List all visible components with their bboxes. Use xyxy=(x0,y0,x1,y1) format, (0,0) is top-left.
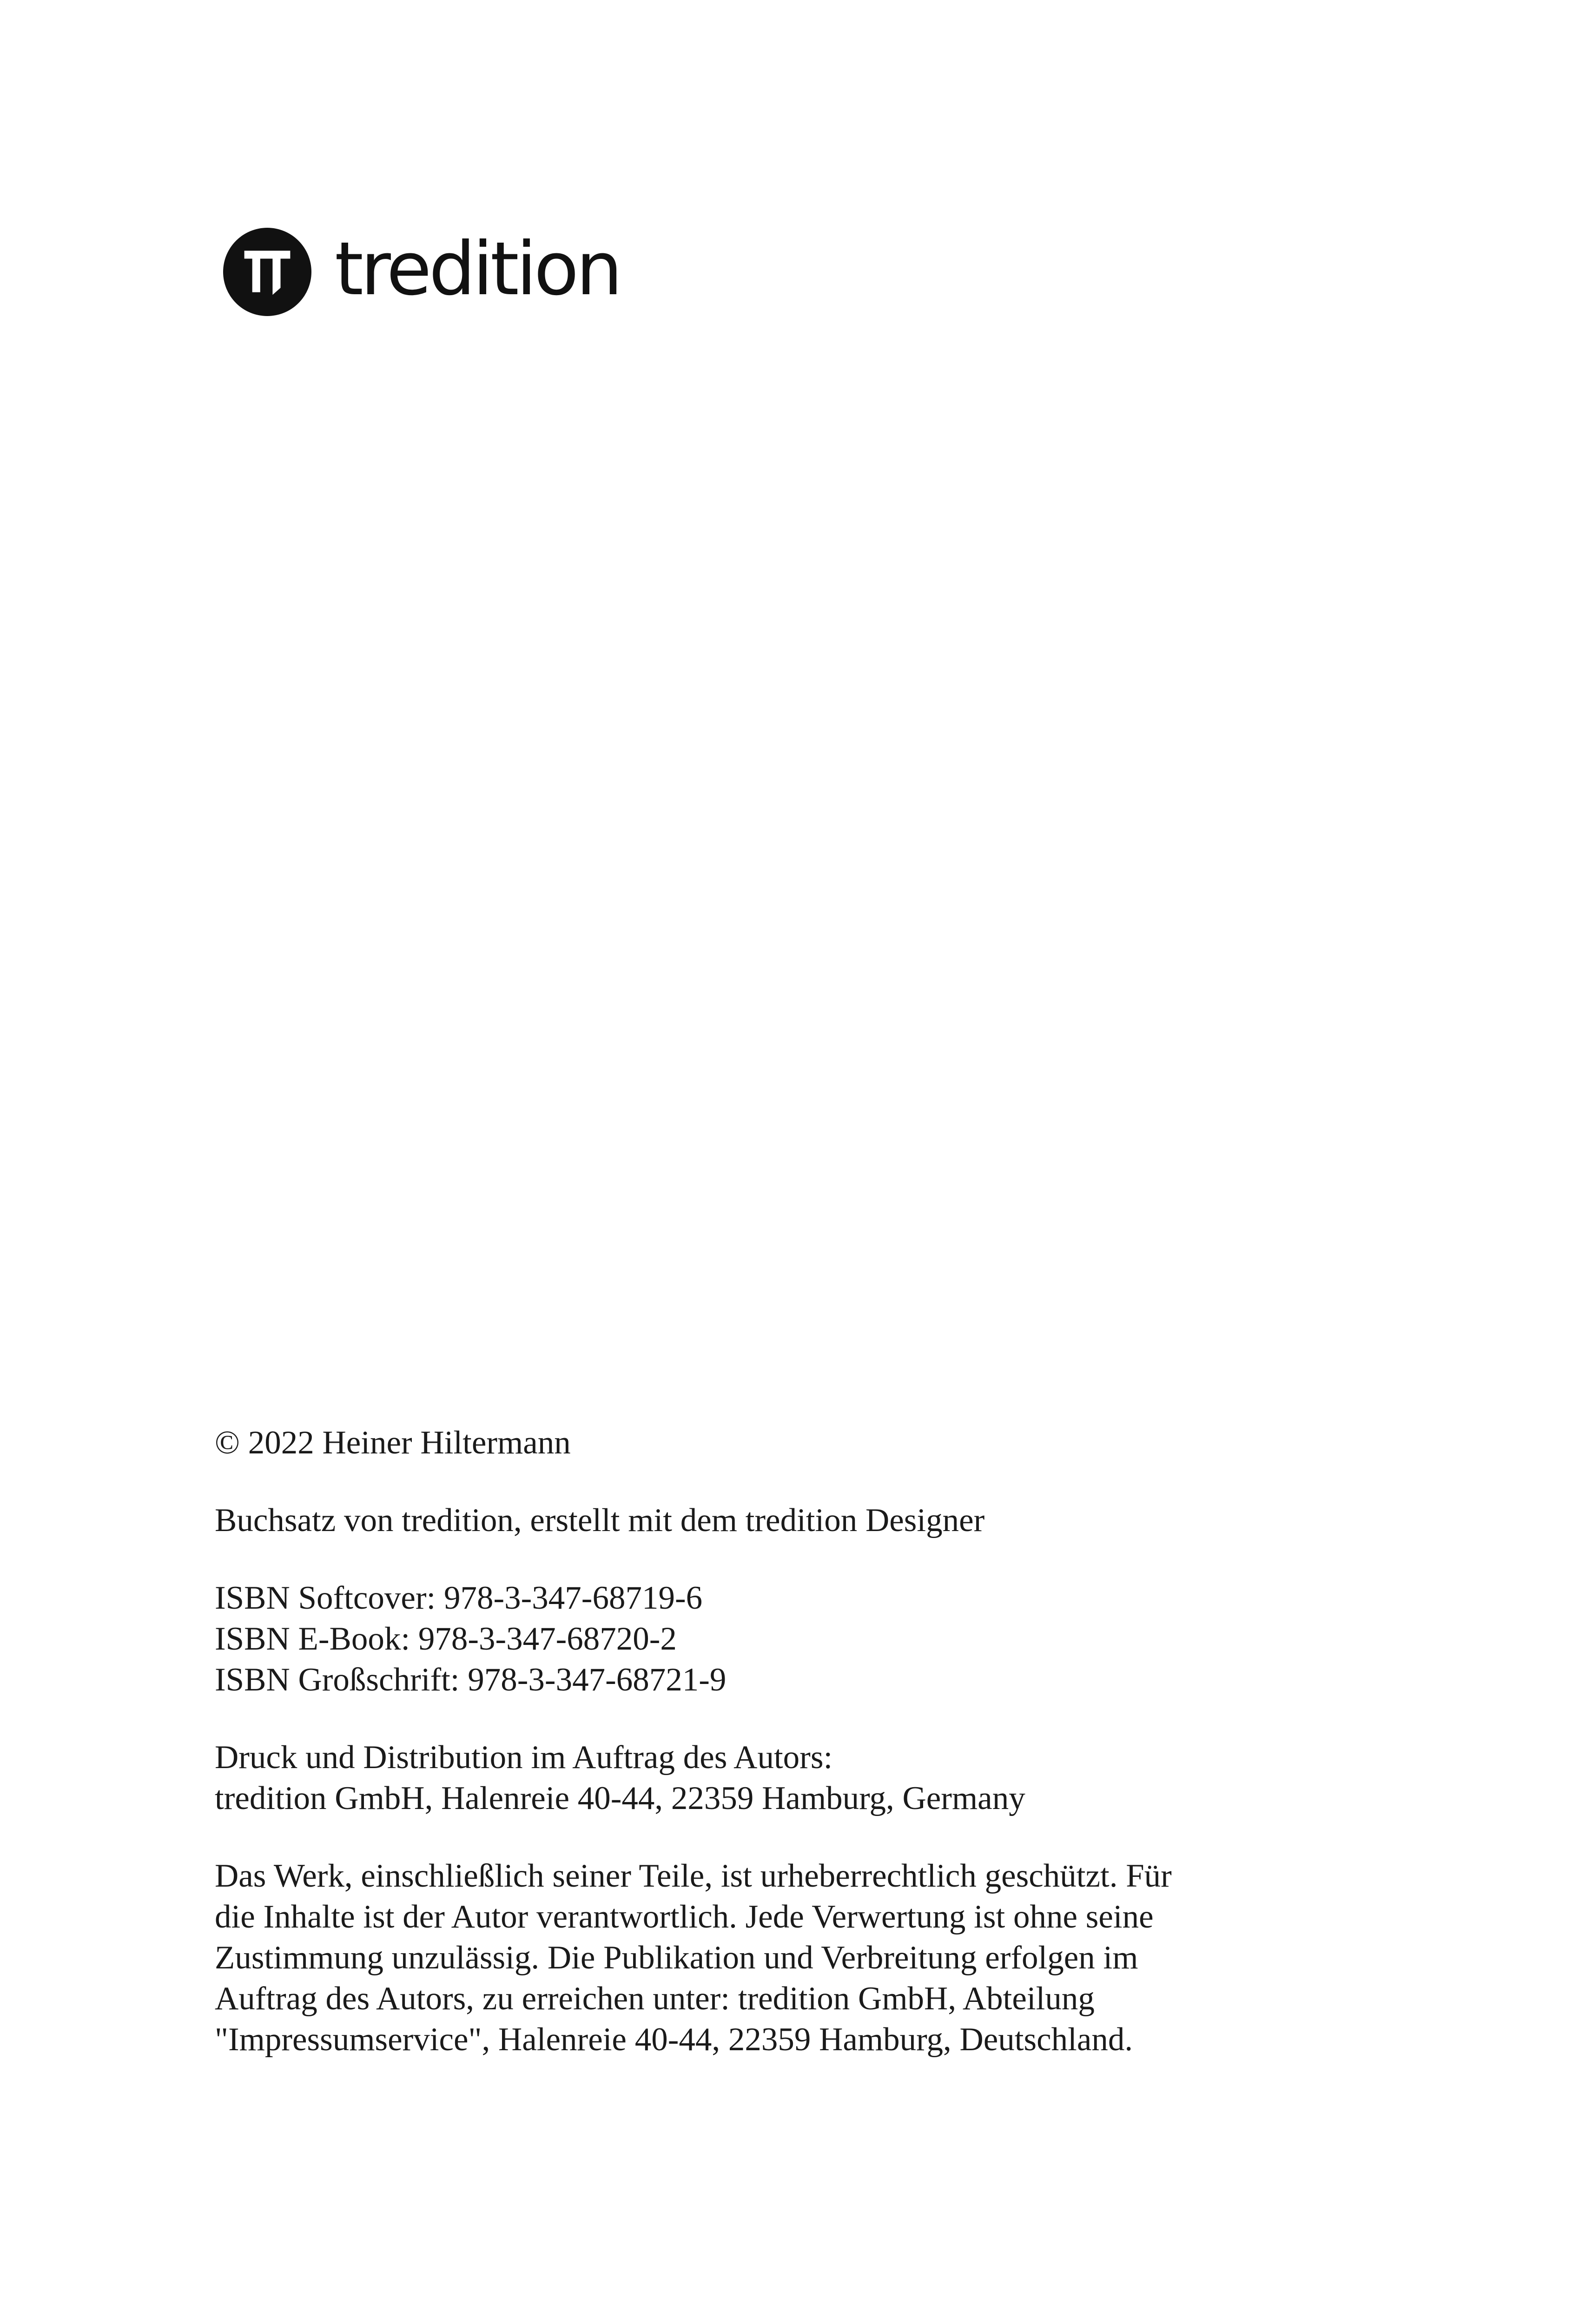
isbn-large-print: ISBN Großschrift: 978-3-347-68721-9 xyxy=(215,1662,727,1698)
typesetting-line: Buchsatz von tredition, erstellt mit dem tredition Designer xyxy=(215,1502,985,1538)
distribution-notice xyxy=(215,1737,1423,1819)
imprint-block xyxy=(215,1422,1423,2097)
typesetting-notice xyxy=(215,1500,1423,1541)
legal-line: die Inhalte ist der Autor verantwortlich. Jede Verwertung ist ohne seine xyxy=(215,1899,1154,1935)
isbn-list xyxy=(215,1578,1423,1700)
legal-line: Das Werk, einschließlich seiner Teile, ist urheberrechtlich geschützt. Für xyxy=(215,1858,1172,1894)
publisher-logo-text: tredition xyxy=(335,226,620,312)
legal-line: "Impressumservice", Halenreie 40-44, 22359 Hamburg, Deutschland. xyxy=(215,2021,1133,2058)
copyright-line: © 2022 Heiner Hiltermann xyxy=(215,1425,571,1461)
isbn-ebook: ISBN E-Book: 978-3-347-68720-2 xyxy=(215,1621,677,1657)
legal-line: Zustimmung unzulässig. Die Publikation und Verbreitung erfolgen im xyxy=(215,1940,1138,1976)
isbn-softcover: ISBN Softcover: 978-3-347-68719-6 xyxy=(215,1580,703,1616)
legal-line: Auftrag des Autors, zu erreichen unter: tredition GmbH, Abteilung xyxy=(215,1981,1095,2017)
distribution-address: tredition GmbH, Halenreie 40-44, 22359 Hamburg, Germany xyxy=(215,1780,1025,1816)
distribution-line: Druck und Distribution im Auftrag des Autors: xyxy=(215,1739,833,1776)
copyright-notice xyxy=(215,1422,1423,1463)
publisher-logo xyxy=(223,228,620,316)
legal-notice xyxy=(215,1855,1423,2060)
tredition-logo-mark-icon xyxy=(223,228,311,316)
